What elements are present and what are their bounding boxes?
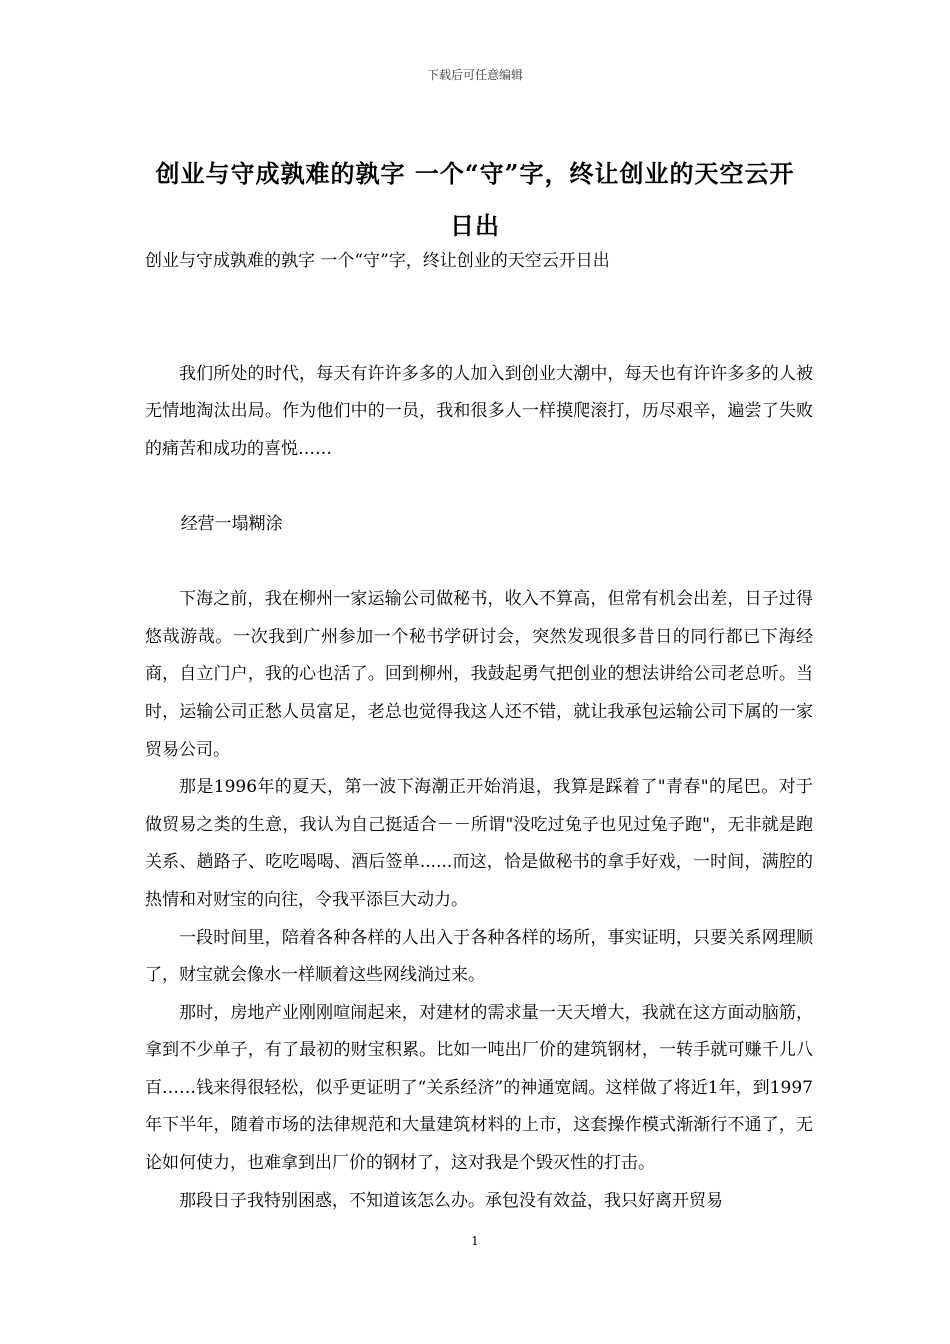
body-paragraph: 那段日子我特别困惑，不知道该怎么办。承包没有效益，我只好离开贸易: [179, 1190, 723, 1211]
document-subtitle: 创业与守成孰难的孰字 一个“守”字，终让创业的天空云开日出: [145, 251, 610, 271]
spacer: [145, 318, 813, 356]
body-paragraph: 一段时间里，陪着各种各样的人出入于各种各样的场所，事实证明，只要关系网理顺了，财宝就会像水一样顺着这些网线淌过来。: [145, 927, 813, 986]
section-heading: 经营一塌糊涂: [180, 513, 283, 534]
body-paragraph: 那时，房地产业刚刚喧闹起来，对建材的需求量一天天增大，我就在这方面动脑筋，拿到不少单子，有了最初的财宝积累。比如一吨出厂价的建筑钢材，一转手就可赚千儿八百……钱来得很轻松，似乎更证明了“关系经济”的神通宽阔。这样做了将近1年，到1997年下半年，随着市场的法律规范和大量建筑材料的上市，这套操作模式渐渐行不通了，无论如何使力，也难拿到出厂价的钢材了，这对我是个毁灭性的打击。: [145, 1002, 813, 1174]
body-paragraph: 那是1996年的夏天，第一波下海潮正开始消退，我算是踩着了"青春"的尾巴。对于做贸易之类的生意，我认为自己挺适合－－所谓"没吃过兔子也见过兔子跑"，无非就是跑关系、趟路子、吃吃喝喝、酒后签单......而这，恰是做秘书的拿手好戏，一时间，满腔的热情和对财宝的向往，令我平添巨大动力。: [145, 777, 813, 910]
document-title: 创业与守成孰难的孰字 一个“守”字，终让创业的天空云开日出: [155, 159, 795, 240]
spacer: [145, 468, 813, 506]
intro-paragraph: 我们所处的时代，每天有许许多多的人加入到创业大潮中，每天也有许许多多的人被无情地淘汰出局。作为他们中的一员，我和很多人一样摸爬滚打，历尽艰辛，遍尝了失败的痛苦和成功的喜悦……: [145, 363, 813, 459]
spacer: [145, 544, 813, 582]
document-body: [145, 318, 813, 1220]
body-paragraph: 下海之前，我在柳州一家运输公司做秘书，收入不算高，但常有机会出差，日子过得悠哉游哉。一次我到广州参加一个秘书学研讨会，突然发现很多昔日的同行都已下海经商，自立门户，我的心也活了。回到柳州，我鼓起勇气把创业的想法讲给公司老总听。当时，运输公司正愁人员富足，老总也觉得我这人还不错，就让我承包运输公司下属的一家贸易公司。: [145, 589, 813, 760]
page-header-note: 下载后可任意编辑: [426, 68, 523, 82]
page-number: 1: [471, 1234, 479, 1248]
